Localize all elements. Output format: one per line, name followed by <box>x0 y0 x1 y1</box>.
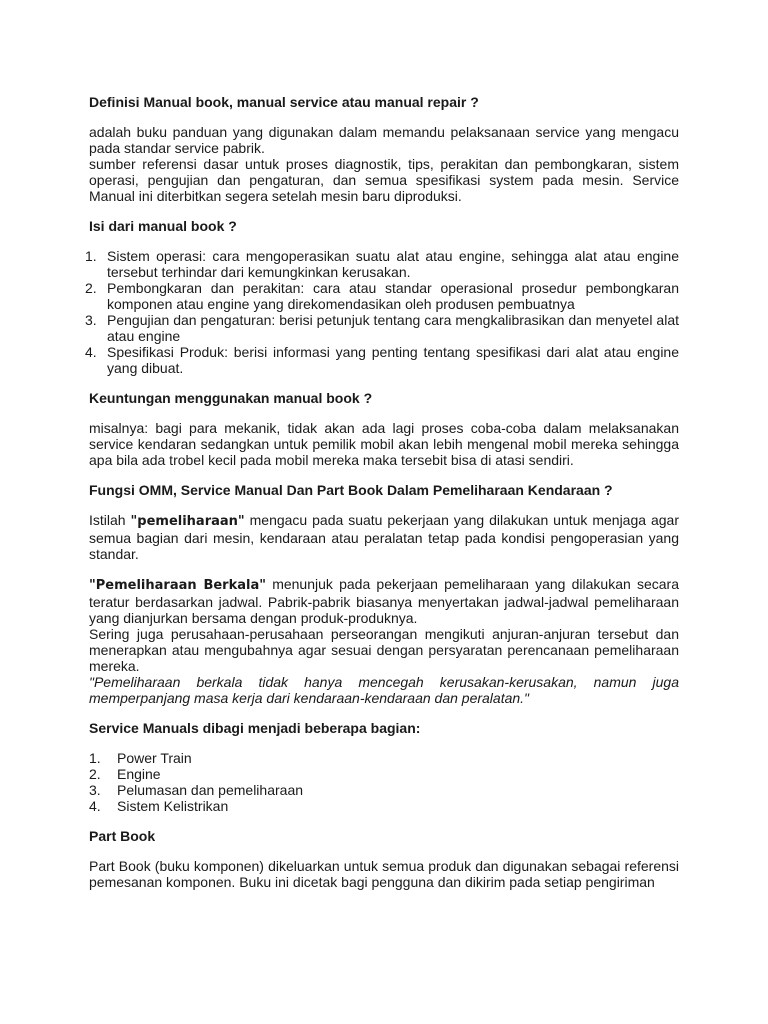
list-item: 3. Pengujian dan pengaturan: berisi petunjuk tentang cara mengkalibrasikan dan menyetel alat atau engine <box>85 312 679 344</box>
list-item: 3. Pelumasan dan pemeliharaan <box>89 782 304 798</box>
paragraph-definisi-1: adalah buku panduan yang digunakan dalam memandu pelaksanaan service yang mengacu pada standar service pabrik. <box>89 124 679 156</box>
list-isi <box>85 248 679 376</box>
heading-keuntungan: Keuntungan menggunakan manual book ? <box>89 390 373 406</box>
list-item: 4. Sistem Kelistrikan <box>89 798 229 814</box>
paragraph-berkala: "Pemeliharaan Berkala" menunjuk pada pekerjaan pemeliharaan yang dilakukan secara teratur berdasarkan jadwal. Pabrik-pabrik biasanya menyertakan jadwal-jadwal pemeliharaan yang dianjurkan bersama dengan produk-produknya. <box>89 576 679 626</box>
heading-fungsi: Fungsi OMM, Service Manual Dan Part Book Dalam Pemeliharaan Kendaraan ? <box>89 482 613 498</box>
paragraph-perusahaan: Sering juga perusahaan-perusahaan perseorangan mengikuti anjuran-anjuran tersebut dan menerapkan atau mengubahnya agar sesuai dengan persyaratan perencanaan pemeliharaan mereka. <box>89 626 679 674</box>
list-item: 1. Power Train <box>89 750 192 766</box>
paragraph-part-book: Part Book (buku komponen) dikeluarkan untuk semua produk dan digunakan sebagai referensi pemesanan komponen. Buku ini dicetak bagi pengguna dan dikirim pada setiap pengiriman <box>89 858 679 890</box>
quote-pemeliharaan: "Pemeliharaan berkala tidak hanya mencegah kerusakan-kerusakan, namun juga memperpanjang masa kerja dari kendaraan-kendaraan dan peralatan." <box>89 674 679 706</box>
heading-isi: Isi dari manual book ? <box>89 218 237 234</box>
list-item: 4. Spesifikasi Produk: berisi informasi yang penting tentang spesifikasi dari alat atau engine yang dibuat. <box>85 344 679 376</box>
paragraph-definisi-2: sumber referensi dasar untuk proses diagnostik, tips, perakitan dan pembongkaran, sistem operasi, pengujian dan pengaturan, dan semua spesifikasi system pada mesin. Service Manual ini diterbitkan segera setelah mesin baru diproduksi. <box>89 156 679 204</box>
heading-definisi: Definisi Manual book, manual service atau manual repair ? <box>89 94 479 110</box>
term-pemeliharaan-berkala: "Pemeliharaan Berkala" <box>89 578 267 593</box>
list-service-manuals <box>89 750 679 814</box>
term-pemeliharaan: "pemeliharaan" <box>130 514 245 529</box>
list-item: 1. Sistem operasi: cara mengoperasikan suatu alat atau engine, sehingga alat atau engine tersebut terhindar dari kemungkinkan kerusakan. <box>85 248 679 280</box>
paragraph-keuntungan: misalnya: bagi para mekanik, tidak akan ada lagi proses coba-coba dalam melaksanakan service kendaran sedangkan untuk pemilik mobil akan lebih mengenal mobil mereka sehingga apa bila ada trobel kecil pada mobil mereka maka tersebit bisa di atasi sendiri. <box>89 420 679 468</box>
list-item: 2. Pembongkaran dan perakitan: cara atau standar operasional prosedur pembongkaran komponen atau engine yang direkomendasikan oleh produsen pembuatnya <box>85 280 679 312</box>
document-page <box>85 94 679 890</box>
heading-service-manuals: Service Manuals dibagi menjadi beberapa bagian: <box>89 720 421 736</box>
heading-part-book: Part Book <box>89 828 156 844</box>
list-item: 2. Engine <box>89 766 161 782</box>
paragraph-istilah: Istilah "pemeliharaan" mengacu pada suatu pekerjaan yang dilakukan untuk menjaga agar semua bagian dari mesin, kendaraan atau peralatan tetap pada kondisi pengoperasian yang standar. <box>89 512 679 562</box>
